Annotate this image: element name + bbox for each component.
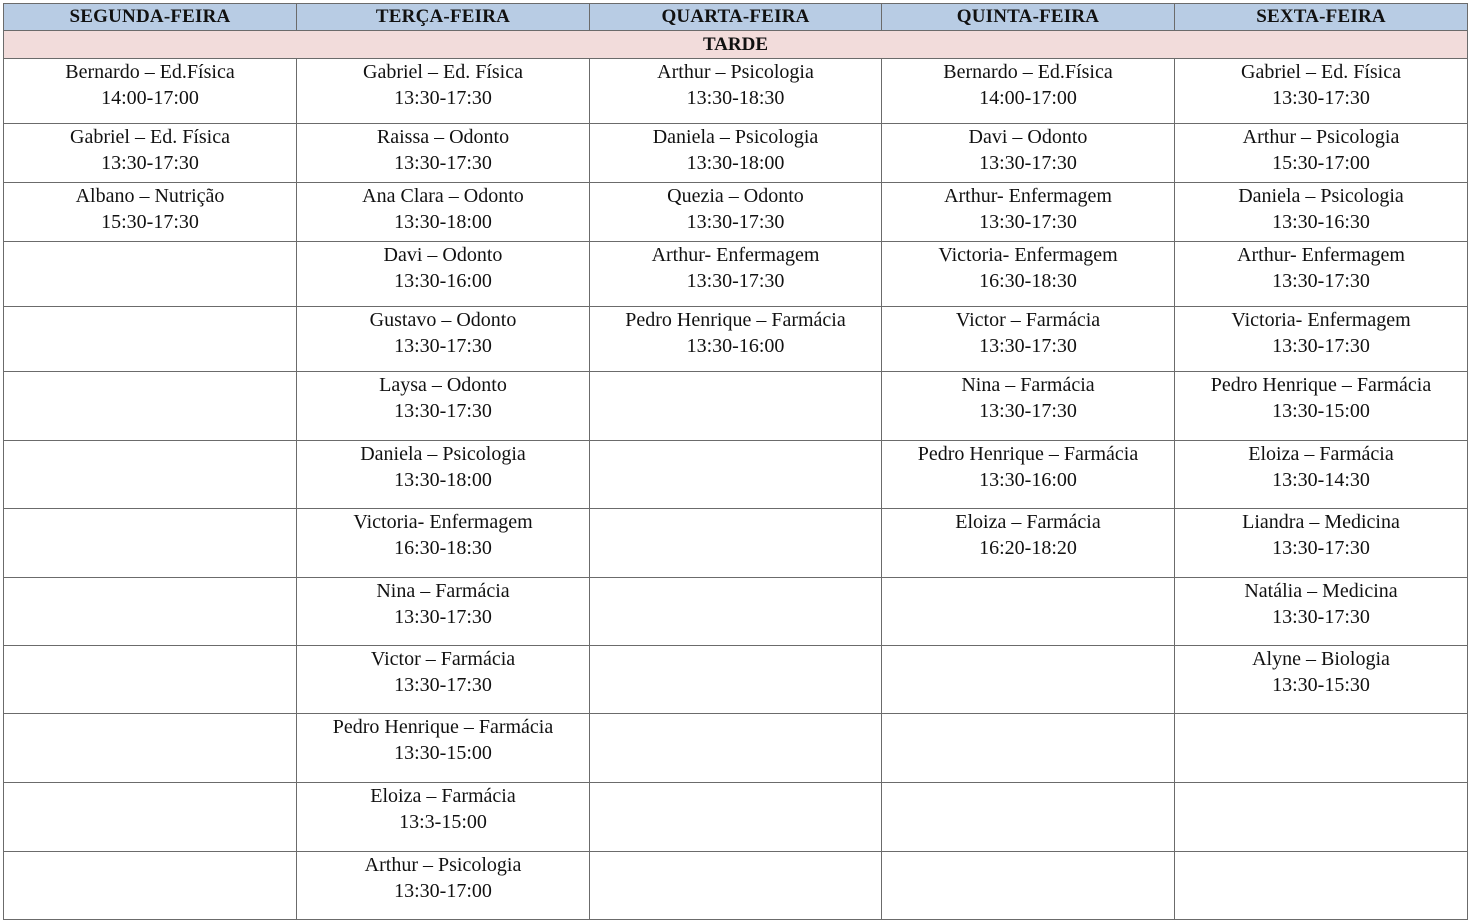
student-course: Natália – Medicina <box>1244 580 1398 602</box>
schedule-cell-monday <box>4 372 297 441</box>
time-range: 13:30-17:30 <box>1272 87 1370 109</box>
schedule-cell-monday <box>4 242 297 307</box>
time-range: 14:00-17:00 <box>979 87 1077 109</box>
schedule-cell-thursday <box>882 852 1175 920</box>
schedule-cell-tuesday <box>297 783 590 852</box>
student-course: Victor – Farmácia <box>370 648 516 670</box>
schedule-cell-friday <box>1175 783 1468 852</box>
student-course: Nina – Farmácia <box>961 374 1095 396</box>
schedule-cell-tuesday <box>297 714 590 783</box>
student-course: Arthur- Enfermagem <box>651 244 820 266</box>
time-range: 14:00-17:00 <box>101 87 199 109</box>
time-range: 13:30-17:30 <box>1272 606 1370 628</box>
student-course: Victoria- Enfermagem <box>1231 309 1411 331</box>
schedule-cell-wednesday <box>590 372 882 441</box>
schedule-cell-friday <box>1175 646 1468 714</box>
student-course: Daniela – Psicologia <box>1238 185 1404 207</box>
student-course: Davi – Odonto <box>968 126 1088 148</box>
schedule-cell-monday <box>4 783 297 852</box>
student-course: Arthur – Psicologia <box>364 854 522 876</box>
time-range: 13:30-17:30 <box>1272 270 1370 292</box>
schedule-cell-tuesday <box>297 183 590 242</box>
schedule-cell-thursday <box>882 59 1175 124</box>
schedule-row <box>4 646 1468 714</box>
time-range: 13:30-16:00 <box>979 469 1077 491</box>
time-range: 13:30-18:00 <box>394 469 492 491</box>
schedule-cell-monday <box>4 59 297 124</box>
student-course: Laysa – Odonto <box>379 374 507 396</box>
student-course: Eloiza – Farmácia <box>370 785 516 807</box>
time-range: 13:30-14:30 <box>1272 469 1370 491</box>
student-course: Bernardo – Ed.Física <box>943 61 1113 83</box>
day-header-thursday: QUINTA-FEIRA <box>882 4 1175 31</box>
time-range: 13:30-17:00 <box>394 880 492 902</box>
student-course: Pedro Henrique – Farmácia <box>625 309 846 331</box>
schedule-cell-wednesday <box>590 509 882 578</box>
student-course: Gabriel – Ed. Física <box>70 126 230 148</box>
schedule-cell-tuesday <box>297 59 590 124</box>
time-range: 13:30-17:30 <box>394 400 492 422</box>
time-range: 13:30-17:30 <box>686 270 785 292</box>
schedule-row <box>4 59 1468 124</box>
schedule-cell-monday <box>4 578 297 646</box>
student-course: Gustavo – Odonto <box>369 309 517 331</box>
time-range: 13:30-17:30 <box>979 335 1077 357</box>
time-range: 13:30-17:30 <box>101 152 199 174</box>
time-range: 13:30-17:30 <box>394 335 492 357</box>
schedule-cell-monday <box>4 441 297 509</box>
student-course: Eloiza – Farmácia <box>1248 443 1394 465</box>
schedule-cell-monday <box>4 509 297 578</box>
schedule-cell-thursday <box>882 714 1175 783</box>
time-range: 13:30-18:00 <box>394 211 492 233</box>
time-range: 13:30-16:00 <box>686 335 785 357</box>
schedule-cell-wednesday <box>590 783 882 852</box>
schedule-cell-wednesday <box>590 578 882 646</box>
schedule-cell-friday <box>1175 509 1468 578</box>
schedule-cell-tuesday <box>297 852 590 920</box>
schedule-cell-wednesday <box>590 646 882 714</box>
day-header-wednesday: QUARTA-FEIRA <box>590 4 882 31</box>
day-header-tuesday: TERÇA-FEIRA <box>297 4 590 31</box>
time-range: 13:30-15:00 <box>394 742 492 764</box>
schedule-cell-tuesday <box>297 441 590 509</box>
student-course: Victoria- Enfermagem <box>938 244 1118 266</box>
time-range: 15:30-17:00 <box>1272 152 1370 174</box>
day-header-row <box>4 4 1468 31</box>
student-course: Daniela – Psicologia <box>360 443 526 465</box>
day-header-friday: SEXTA-FEIRA <box>1175 4 1468 31</box>
schedule-cell-monday <box>4 183 297 242</box>
schedule-row <box>4 441 1468 509</box>
time-range: 15:30-17:30 <box>101 211 199 233</box>
student-course: Gabriel – Ed. Física <box>1241 61 1401 83</box>
time-range: 13:30-16:00 <box>394 270 492 292</box>
time-range: 13:30-17:30 <box>394 152 492 174</box>
schedule-cell-friday <box>1175 578 1468 646</box>
schedule-row <box>4 307 1468 372</box>
student-course: Pedro Henrique – Farmácia <box>332 716 554 738</box>
schedule-cell-wednesday <box>590 307 882 372</box>
student-course: Bernardo – Ed.Física <box>65 61 235 83</box>
schedule-cell-friday <box>1175 714 1468 783</box>
time-range: 16:30-18:30 <box>394 537 492 559</box>
student-course: Gabriel – Ed. Física <box>363 61 523 83</box>
schedule-cell-thursday <box>882 124 1175 183</box>
student-course: Victoria- Enfermagem <box>353 511 533 533</box>
time-range: 13:30-15:30 <box>1272 674 1370 696</box>
time-range: 13:3-15:00 <box>399 811 487 833</box>
time-range: 16:30-18:30 <box>979 270 1077 292</box>
schedule-cell-friday <box>1175 441 1468 509</box>
student-course: Arthur – Psicologia <box>657 61 814 83</box>
schedule-cell-friday <box>1175 852 1468 920</box>
schedule-row <box>4 124 1468 183</box>
schedule-cell-tuesday <box>297 578 590 646</box>
time-range: 13:30-18:30 <box>686 87 785 109</box>
time-range: 16:20-18:20 <box>979 537 1077 559</box>
time-range: 13:30-17:30 <box>394 606 492 628</box>
student-course: Arthur- Enfermagem <box>944 185 1112 207</box>
student-course: Davi – Odonto <box>383 244 503 266</box>
schedule-row <box>4 714 1468 783</box>
time-range: 13:30-17:30 <box>394 87 492 109</box>
time-range: 13:30-17:30 <box>979 152 1077 174</box>
period-row <box>4 31 1468 59</box>
time-range: 13:30-17:30 <box>979 211 1077 233</box>
schedule-cell-wednesday <box>590 242 882 307</box>
schedule-cell-friday <box>1175 124 1468 183</box>
student-course: Liandra – Medicina <box>1242 511 1400 533</box>
schedule-cell-wednesday <box>590 59 882 124</box>
student-course: Raissa – Odonto <box>376 126 510 148</box>
schedule-cell-wednesday <box>590 183 882 242</box>
schedule-cell-thursday <box>882 372 1175 441</box>
time-range: 13:30-17:30 <box>686 211 785 233</box>
schedule-cell-wednesday <box>590 714 882 783</box>
time-range: 13:30-16:30 <box>1272 211 1370 233</box>
schedule-row <box>4 183 1468 242</box>
time-range: 13:30-17:30 <box>394 674 492 696</box>
schedule-body <box>4 59 1468 920</box>
schedule-cell-tuesday <box>297 372 590 441</box>
schedule-cell-tuesday <box>297 242 590 307</box>
time-range: 13:30-15:00 <box>1272 400 1370 422</box>
student-course: Alyne – Biologia <box>1252 648 1390 670</box>
student-course: Nina – Farmácia <box>376 580 510 602</box>
schedule-cell-tuesday <box>297 646 590 714</box>
schedule-row <box>4 509 1468 578</box>
period-label: TARDE <box>4 31 1468 59</box>
schedule-cell-thursday <box>882 307 1175 372</box>
student-course: Albano – Nutrição <box>75 185 225 207</box>
schedule-cell-thursday <box>882 646 1175 714</box>
time-range: 13:30-17:30 <box>1272 537 1370 559</box>
schedule-cell-thursday <box>882 509 1175 578</box>
schedule-cell-tuesday <box>297 509 590 578</box>
schedule-cell-wednesday <box>590 852 882 920</box>
student-course: Arthur- Enfermagem <box>1237 244 1405 266</box>
schedule-cell-tuesday <box>297 307 590 372</box>
schedule-cell-friday <box>1175 372 1468 441</box>
schedule-cell-monday <box>4 852 297 920</box>
schedule-cell-wednesday <box>590 441 882 509</box>
schedule-cell-friday <box>1175 307 1468 372</box>
student-course: Eloiza – Farmácia <box>955 511 1101 533</box>
schedule-table <box>3 3 1468 920</box>
schedule-cell-friday <box>1175 59 1468 124</box>
student-course: Arthur – Psicologia <box>1242 126 1400 148</box>
schedule-row <box>4 578 1468 646</box>
schedule-cell-thursday <box>882 783 1175 852</box>
schedule-row <box>4 783 1468 852</box>
schedule-row <box>4 852 1468 920</box>
schedule-cell-tuesday <box>297 124 590 183</box>
schedule-cell-thursday <box>882 441 1175 509</box>
schedule-cell-wednesday <box>590 124 882 183</box>
student-course: Pedro Henrique – Farmácia <box>917 443 1139 465</box>
schedule-row <box>4 372 1468 441</box>
schedule-cell-friday <box>1175 183 1468 242</box>
student-course: Daniela – Psicologia <box>652 126 819 148</box>
student-course: Pedro Henrique – Farmácia <box>1210 374 1432 396</box>
schedule-cell-friday <box>1175 242 1468 307</box>
schedule-cell-monday <box>4 307 297 372</box>
student-course: Quezia – Odonto <box>667 185 804 207</box>
time-range: 13:30-17:30 <box>979 400 1077 422</box>
time-range: 13:30-18:00 <box>686 152 785 174</box>
day-header-monday: SEGUNDA-FEIRA <box>4 4 297 31</box>
time-range: 13:30-17:30 <box>1272 335 1370 357</box>
student-course: Victor – Farmácia <box>955 309 1101 331</box>
schedule-cell-monday <box>4 646 297 714</box>
student-course: Ana Clara – Odonto <box>362 185 524 207</box>
schedule-cell-thursday <box>882 183 1175 242</box>
schedule-cell-monday <box>4 714 297 783</box>
schedule-row <box>4 242 1468 307</box>
schedule-cell-thursday <box>882 578 1175 646</box>
schedule-cell-monday <box>4 124 297 183</box>
schedule-cell-thursday <box>882 242 1175 307</box>
